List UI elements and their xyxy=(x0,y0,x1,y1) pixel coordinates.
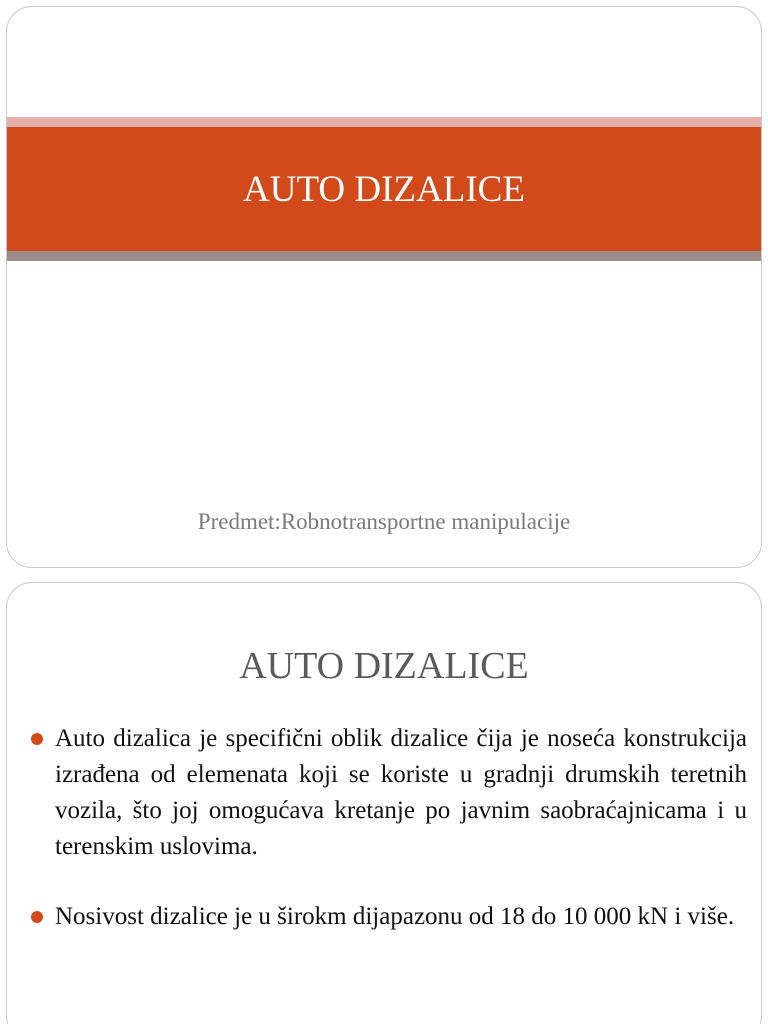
bullet-dot-icon xyxy=(31,733,43,745)
title-band-top-stripe xyxy=(7,117,761,127)
slide-1-title: AUTO DIZALICE xyxy=(243,169,525,210)
bullet-text: Auto dizalica je specifični oblik dizalice čija je noseća konstrukcija izrađena od elemenata koji se koriste u gradnji drumskih teretnih vozila, što joj omogućava kretanje po javnim saobraćajnicama i u terenskim uslovima. xyxy=(55,725,747,860)
slide-2-title: AUTO DIZALICE xyxy=(239,645,529,687)
list-item xyxy=(29,721,747,865)
list-item xyxy=(29,899,747,935)
title-slide xyxy=(6,6,762,568)
slide-1-subtitle: Predmet:Robnotransportne manipulacije xyxy=(197,509,571,534)
bullet-text: Nosivost dizalice je u širokm dijapazonu od 18 do 10 000 kN i više. xyxy=(55,903,735,930)
bullet-list xyxy=(29,721,747,935)
title-band-bottom-stripe xyxy=(7,251,761,261)
bullet-dot-icon xyxy=(31,911,43,923)
content-slide xyxy=(6,582,762,1024)
